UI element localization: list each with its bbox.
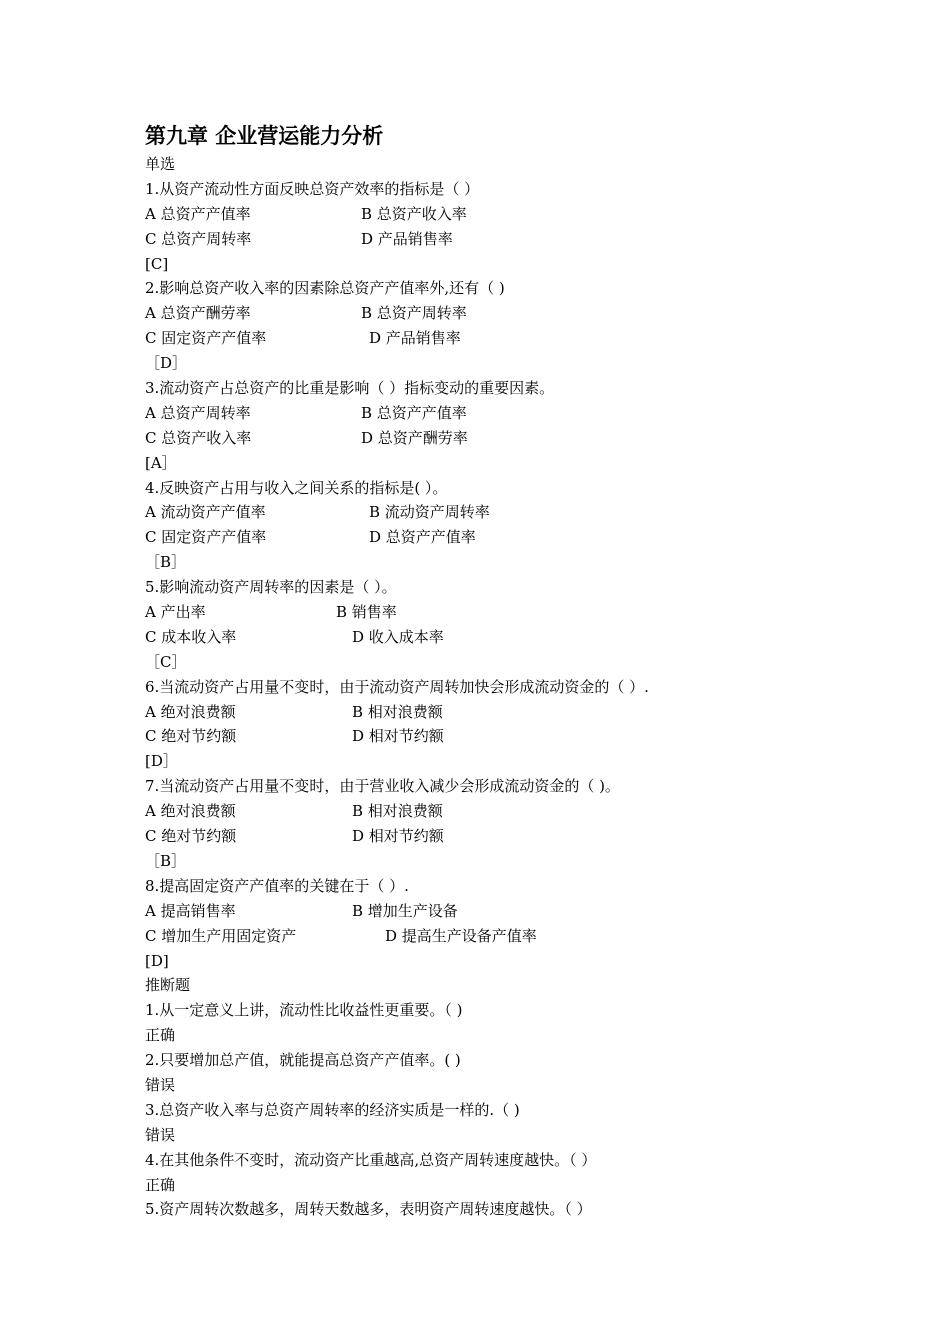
option-b: B 相对浪费额 xyxy=(352,802,443,821)
judgment-answer: 正确 xyxy=(145,1175,176,1194)
option-a: A 绝对浪费额 xyxy=(145,802,236,821)
answer: [A］ xyxy=(145,453,177,472)
judgment-stem: 1.从一定意义上讲，流动性比收益性更重要。（ ) xyxy=(145,1001,463,1020)
options-row xyxy=(145,924,845,949)
judgment-stem: 2.只要增加总产值，就能提高总资产产值率。( ) xyxy=(145,1051,461,1070)
option-d: D 收入成本率 xyxy=(352,627,444,646)
section-heading-judgment: 推断题 xyxy=(145,976,191,995)
question-stem: 7.当流动资产占用量不变时，由于营业收入减少会形成流动资金的（ )。 xyxy=(145,777,620,796)
question-stem: 6.当流动资产占用量不变时，由于流动资产周转加快会形成流动资金的（ ）. xyxy=(145,677,649,696)
judgment-stem: 4.在其他条件不变时，流动资产比重越高,总资产周转速度越快。（ ） xyxy=(145,1150,597,1169)
options-row xyxy=(145,899,845,924)
page-title: 第九章 企业营运能力分析 xyxy=(145,124,384,148)
option-a: A 提高销售率 xyxy=(145,901,236,920)
options-row xyxy=(145,426,845,451)
options-row xyxy=(145,500,845,525)
judgment-answer: 错误 xyxy=(145,1075,176,1094)
option-b: B 增加生产设备 xyxy=(352,901,458,920)
option-a: A 总资产周转率 xyxy=(145,403,251,422)
judgment-stem: 5.资产周转次数越多，周转天数越多，表明资产周转速度越快。（ ） xyxy=(145,1200,592,1219)
option-c: C 固定资产产值率 xyxy=(145,329,267,348)
question-stem: 8.提高固定资产产值率的关键在于（ ）. xyxy=(145,876,409,895)
option-a: A 产出率 xyxy=(145,603,206,622)
answer: ［C］ xyxy=(145,652,187,671)
option-c: C 绝对节约额 xyxy=(145,727,237,746)
options-row xyxy=(145,625,845,650)
option-c: C 总资产收入率 xyxy=(145,428,252,447)
answer: ［B］ xyxy=(145,553,187,572)
answer: [D］ xyxy=(145,752,178,771)
option-a: A 绝对浪费额 xyxy=(145,702,236,721)
answer: [D] xyxy=(145,951,169,970)
option-b: B 销售率 xyxy=(336,603,397,622)
option-c: C 固定资产产值率 xyxy=(145,528,267,547)
section-heading-single-choice: 单选 xyxy=(145,155,176,173)
options-row xyxy=(145,202,845,227)
judgment-stem: 3.总资产收入率与总资产周转率的经济实质是一样的.（ ) xyxy=(145,1100,520,1119)
option-a: A 流动资产产值率 xyxy=(145,503,266,522)
judgment-answer: 正确 xyxy=(145,1026,176,1045)
option-c: C 成本收入率 xyxy=(145,627,237,646)
option-c: C 增加生产用固定资产 xyxy=(145,926,297,945)
option-b: B 流动资产周转率 xyxy=(369,503,490,522)
option-d: D 产品销售率 xyxy=(361,229,453,248)
options-row xyxy=(145,301,845,326)
question-stem: 4.反映资产占用与收入之间关系的指标是( ）。 xyxy=(145,478,448,497)
option-d: D 相对节约额 xyxy=(352,727,444,746)
option-a: A 总资产产值率 xyxy=(145,204,251,223)
option-a: A 总资产酬劳率 xyxy=(145,304,251,323)
options-row xyxy=(145,227,845,252)
option-d: D 总资产酬劳率 xyxy=(361,428,468,447)
option-d: D 产品销售率 xyxy=(369,329,461,348)
option-c: C 绝对节约额 xyxy=(145,827,237,846)
option-b: B 相对浪费额 xyxy=(352,702,443,721)
question-stem: 5.影响流动资产周转率的因素是（ ）。 xyxy=(145,578,397,597)
option-c: C 总资产周转率 xyxy=(145,229,252,248)
answer: ［B］ xyxy=(145,851,187,870)
answer: ［D］ xyxy=(145,354,188,373)
question-stem: 3.流动资产占总资产的比重是影响（ ）指标变动的重要因素。 xyxy=(145,379,555,398)
judgment-answer: 错误 xyxy=(145,1125,176,1144)
options-row xyxy=(145,525,845,550)
document-page xyxy=(145,120,845,1222)
options-row xyxy=(145,824,845,849)
option-b: B 总资产产值率 xyxy=(361,403,467,422)
options-row xyxy=(145,799,845,824)
option-b: B 总资产周转率 xyxy=(361,304,467,323)
options-row xyxy=(145,600,845,625)
options-row xyxy=(145,724,845,749)
options-row xyxy=(145,401,845,426)
question-stem: 2.影响总资产收入率的因素除总资产产值率外,还有（ ) xyxy=(145,279,505,298)
option-d: D 相对节约额 xyxy=(352,827,444,846)
question-stem: 1.从资产流动性方面反映总资产效率的指标是（ ） xyxy=(145,179,480,198)
answer: [C] xyxy=(145,254,169,273)
option-d: D 总资产产值率 xyxy=(369,528,476,547)
options-row xyxy=(145,326,845,351)
option-b: B 总资产收入率 xyxy=(361,204,467,223)
option-d: D 提高生产设备产值率 xyxy=(385,926,537,945)
options-row xyxy=(145,700,845,725)
